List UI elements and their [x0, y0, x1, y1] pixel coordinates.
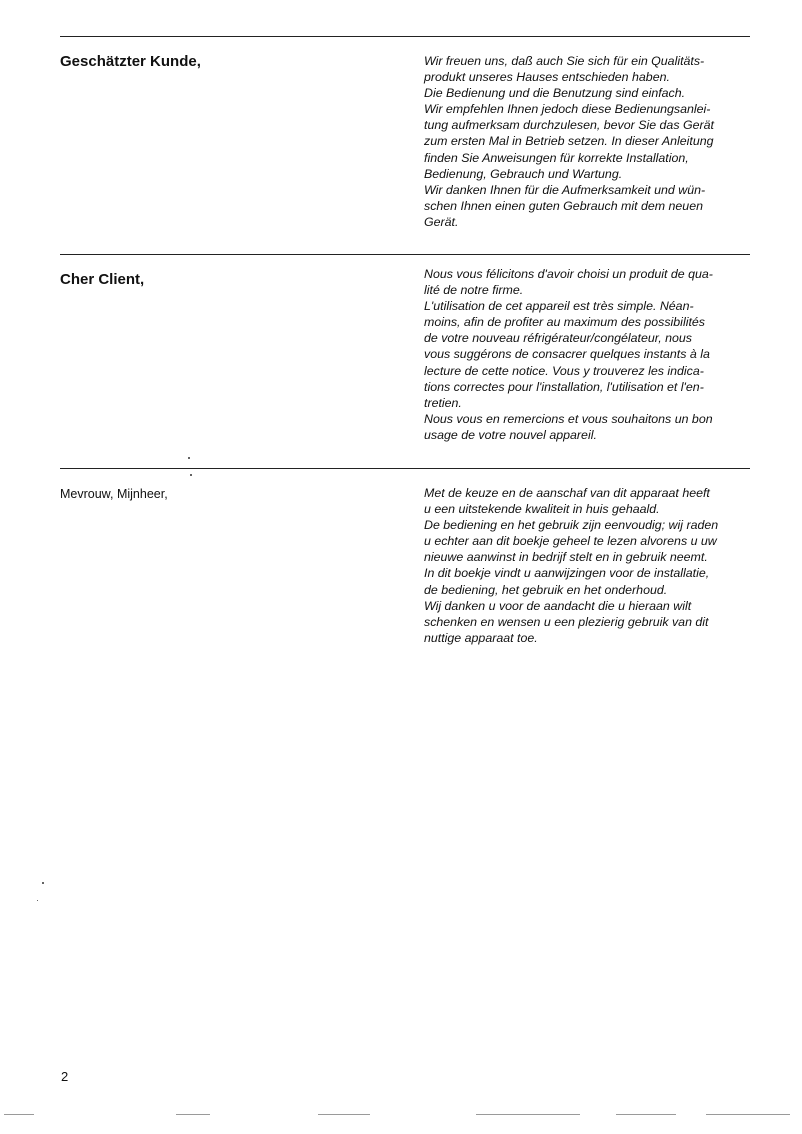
german-line: tung aufmerksam durchzulesen, bevor Sie das Gerät — [424, 118, 714, 133]
scan-speck — [188, 457, 190, 459]
section-divider-french-dutch — [60, 468, 750, 469]
german-line: produkt unseres Hauses entschieden haben. — [424, 70, 670, 85]
french-line: vous suggérons de consacrer quelques instants à la — [424, 347, 710, 362]
dutch-salutation: Mevrouw, Mijnheer, — [60, 487, 168, 501]
german-line: Wir freuen uns, daß auch Sie sich für ein Qualitäts- — [424, 54, 705, 68]
german-line: Die Bedienung und die Benutzung sind einfach. — [424, 86, 686, 101]
section-divider-german-french — [60, 254, 750, 255]
scan-speck — [37, 900, 38, 901]
german-line: finden Sie Anweisungen für korrekte Installation, — [424, 150, 689, 165]
german-salutation: Geschätzter Kunde, — [60, 53, 201, 70]
dutch-line: schenken en wensen u een plezierig gebruik van dit — [424, 614, 709, 629]
dutch-line: nuttige apparaat toe. — [424, 630, 538, 645]
french-line: de votre nouveau réfrigérateur/congélateur, nous — [424, 331, 692, 346]
scan-edge-line — [616, 1114, 676, 1115]
german-body-text — [424, 53, 750, 230]
french-line: moins, afin de profiter au maximum des possibilités — [424, 315, 705, 330]
top-divider — [60, 36, 750, 37]
french-salutation: Cher Client, — [60, 271, 145, 288]
french-line: tretien. — [424, 395, 462, 410]
dutch-line: De bediening en het gebruik zijn eenvoudig; wij raden — [424, 518, 719, 533]
page-number: 2 — [61, 1069, 69, 1084]
dutch-line: nieuwe aanwinst in bedrijf stelt en in gebruik neemt. — [424, 550, 708, 565]
french-line: Nous vous félicitons d'avoir choisi un produit de qua- — [424, 267, 713, 281]
dutch-line: u echter aan dit boekje geheel te lezen alvorens u uw — [424, 534, 717, 549]
german-line: Wir danken Ihnen für die Aufmerksamkeit und wün- — [424, 182, 706, 197]
german-line: schen Ihnen einen guten Gebrauch mit dem neuen — [424, 198, 703, 213]
french-line: L'utilisation de cet appareil est très simple. Néan- — [424, 299, 694, 314]
french-line: tions correctes pour l'installation, l'utilisation et l'en- — [424, 379, 704, 394]
dutch-line: de bediening, het gebruik en het onderhoud. — [424, 582, 668, 597]
german-line: zum ersten Mal in Betrieb setzen. In dieser Anleitung — [424, 134, 714, 149]
scan-edge-line — [476, 1114, 580, 1115]
dutch-line: Met de keuze en de aanschaf van dit apparaat heeft — [424, 486, 710, 500]
german-line: Wir empfehlen Ihnen jedoch diese Bedienungsanlei- — [424, 102, 711, 117]
scan-speck — [190, 474, 192, 476]
dutch-line: u een uitstekende kwaliteit in huis gehaald. — [424, 502, 660, 517]
dutch-line: Wij danken u voor de aandacht die u hieraan wilt — [424, 598, 692, 613]
german-line: Gerät. — [424, 214, 459, 229]
scan-edge-line — [706, 1114, 790, 1115]
french-body-text — [424, 266, 750, 443]
dutch-body-text — [424, 485, 750, 646]
french-line: Nous vous en remercions et vous souhaitons un bon — [424, 411, 713, 426]
french-line: lité de notre firme. — [424, 283, 524, 298]
scan-edge-line — [318, 1114, 370, 1115]
scan-edge-line — [4, 1114, 34, 1115]
dutch-line: In dit boekje vindt u aanwijzingen voor de installatie, — [424, 566, 710, 581]
french-line: usage de votre nouvel appareil. — [424, 427, 597, 442]
scan-edge-line — [176, 1114, 210, 1115]
french-line: lecture de cette notice. Vous y trouverez les indica- — [424, 363, 704, 378]
german-line: Bedienung, Gebrauch und Wartung. — [424, 166, 623, 181]
scan-speck — [42, 882, 44, 884]
